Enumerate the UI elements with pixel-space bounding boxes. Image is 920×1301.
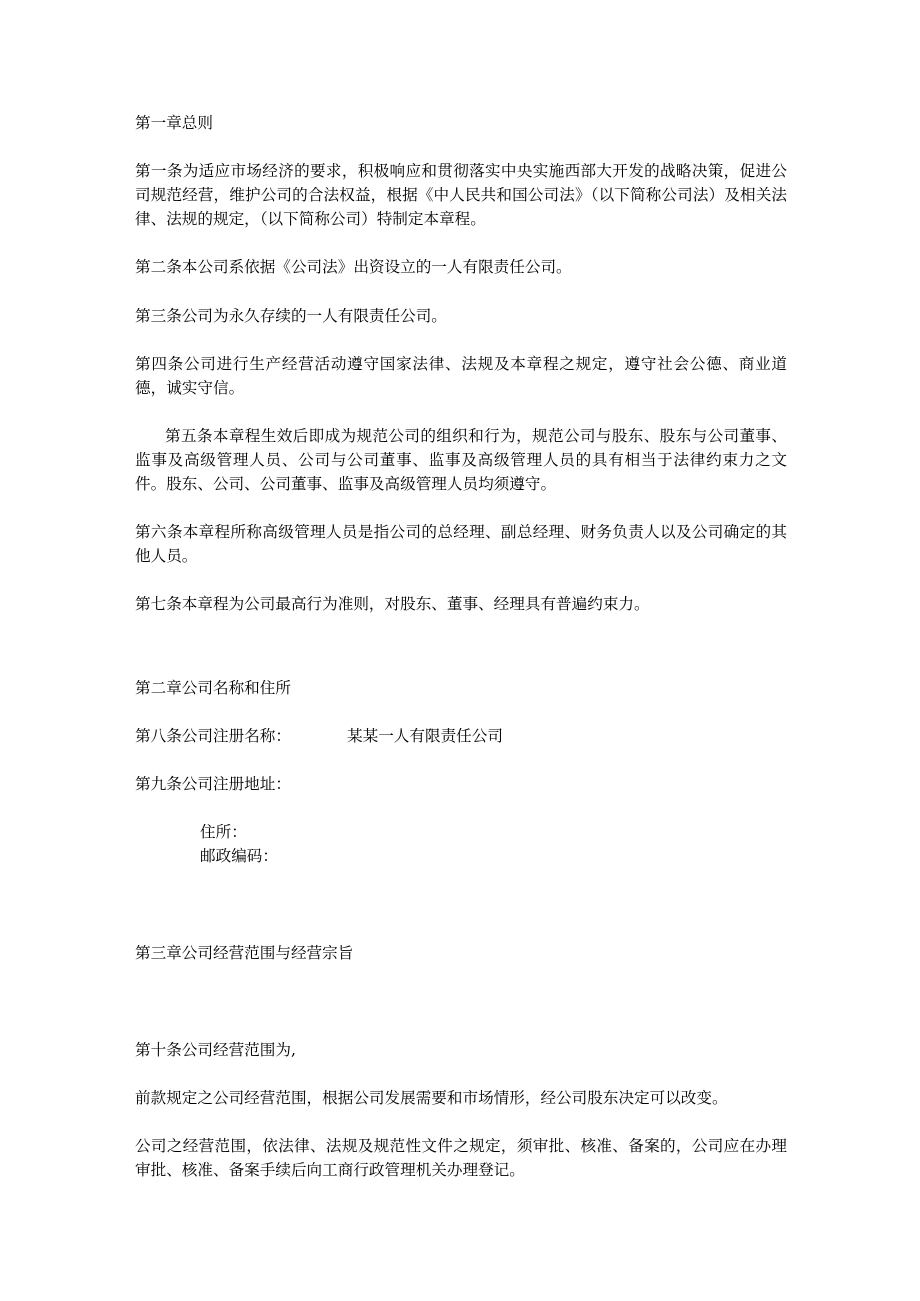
address-label: 住所： (200, 823, 247, 841)
company-name-value: 某某一人有限责任公司 (347, 727, 503, 745)
article-3: 第三条公司为永久存续的一人有限责任公司。 (135, 307, 447, 325)
address-block (200, 820, 787, 868)
article-4: 第四条公司进行生产经营活动遵守国家法律、法规及本章程之规定，遵守社会公德、商业道德，诚实守信。 (135, 355, 787, 397)
chapter-2-title: 第二章公司名称和住所 (135, 679, 291, 697)
chapter-1-title: 第一章总则 (135, 114, 213, 132)
scope-approval-paragraph: 公司之经营范围，依法律、法规及规范性文件之规定，须审批、核准、备案的，公司应在办理审批、核准、备案手续后向工商行政管理机关办理登记。 (135, 1137, 787, 1179)
article-6: 第六条本章程所称高级管理人员是指公司的总经理、副总经理、财务负责人以及公司确定的其他人员。 (135, 523, 787, 565)
postcode-label: 邮政编码： (200, 847, 278, 865)
article-8-label: 第八条公司注册名称： (135, 727, 291, 745)
article-2: 第二条本公司系依据《公司法》出资设立的一人有限责任公司。 (135, 258, 572, 276)
article-9: 第九条公司注册地址： (135, 775, 291, 793)
article-7: 第七条本章程为公司最高行为准则，对股东、董事、经理具有普遍约束力。 (135, 595, 650, 613)
article-10: 第十条公司经营范围为, (135, 1041, 296, 1059)
chapter-3-title: 第三章公司经营范围与经营宗旨 (135, 944, 354, 962)
scope-change-paragraph: 前款规定之公司经营范围，根据公司发展需要和市场情形，经公司股东决定可以改变。 (135, 1089, 728, 1107)
article-8 (135, 724, 787, 748)
article-5: 第五条本章程生效后即成为规范公司的组织和行为，规范公司与股东、股东与公司董事、监事及高级管理人员、公司与公司董事、监事及高级管理人员的具有相当于法律约束力之文件。股东、公司、公司董事、监事及高级管理人员均须遵守。 (135, 427, 787, 493)
article-1: 第一条为适应市场经济的要求，积极响应和贯彻落实中央实施西部大开发的战略决策，促进公司规范经营，维护公司的合法权益，根据《中人民共和国公司法》（以下简称公司法）及相关法律、法规的规定，（以下简称公司）特制定本章程。 (135, 162, 787, 228)
document-body (135, 111, 787, 1182)
